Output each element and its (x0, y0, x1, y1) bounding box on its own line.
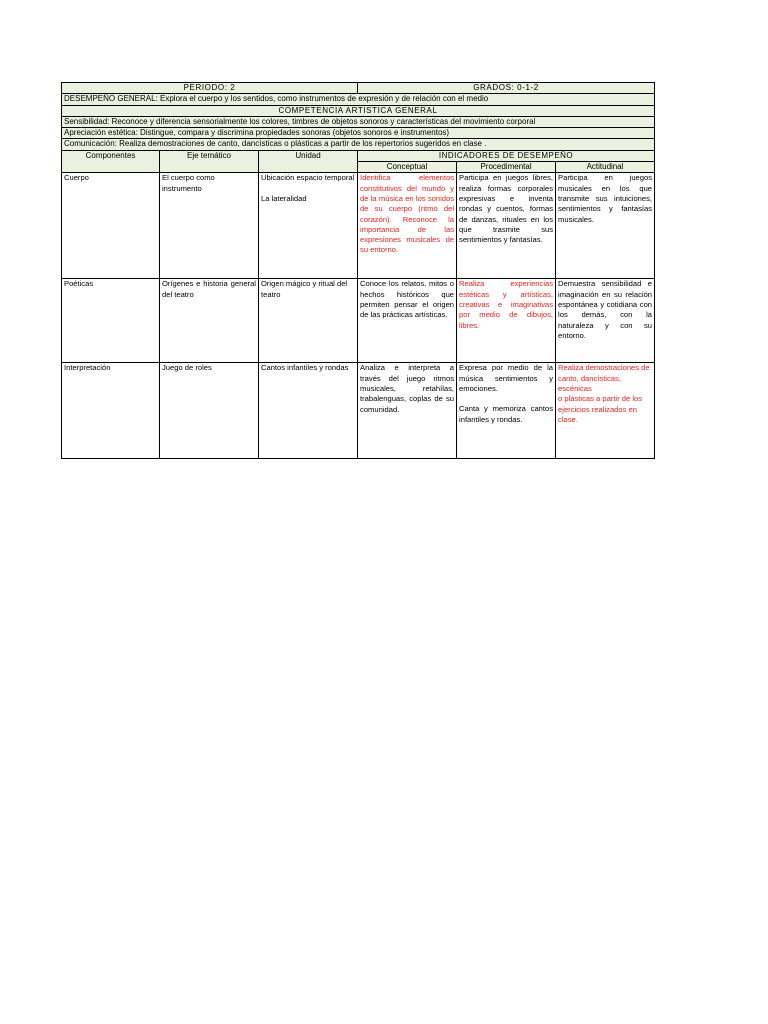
actitudinal-header: Actitudinal (556, 162, 655, 173)
unidad-header: Unidad (259, 150, 358, 173)
procedimental-cell: Realiza experiencias estéticas y artísticas, creativas e imaginativas por medio de dibujos, libres. (457, 279, 556, 363)
periodo-grados-row (62, 83, 655, 94)
componentes-header: Componentes (62, 150, 160, 173)
competencia-row (62, 105, 655, 116)
componente-cell: Poéticas (62, 279, 160, 363)
unidad-cell: Cantos infantiles y rondas (259, 363, 358, 459)
table-row (62, 363, 655, 459)
unidad-text: Ubicación espacio temporal (261, 173, 355, 183)
unidad-text-2: La lateralidad (261, 193, 307, 203)
apreciacion-cell: Apreciación estética: Distingue, compara y discrimina propiedades sonoras (objetos sonoros e instrumentos) (62, 128, 655, 139)
eje-header: Eje temático (160, 150, 259, 173)
table-row (62, 279, 655, 363)
periodo-cell: PERIODO: 2 (62, 83, 358, 94)
procedimental-header: Procedimental (457, 162, 556, 173)
procedimental-cell: Participa en juegos libres, realiza formas corporales expresivas e inventa rondas y cuentos, formas de danzas, rituales en los que trasmite sus sentimientos y fantasías. (457, 173, 556, 279)
actitudinal-text: Realiza demostraciones de canto, dancísticas, escénicas (558, 363, 650, 393)
procedimental-text: Expresa por medio de la música sentimientos y emociones. (459, 363, 554, 393)
comunicacion-row (62, 139, 655, 150)
eje-cell: Juego de roles (160, 363, 259, 459)
grados-cell: GRADOS: 0-1-2 (358, 83, 655, 94)
conceptual-cell: Identifica elementos constitutivos del mundo y de la música en los sonidos de su cuerpo (ritmo del corazón). Reconoce la importancia de las expresiones musicales de su entorno. (358, 173, 457, 279)
sensibilidad-row (62, 116, 655, 127)
eje-cell: Orígenes e historia general del teatro (160, 279, 259, 363)
unidad-cell: Origen mágico y ritual del teatro (259, 279, 358, 363)
actitudinal-cell (556, 363, 655, 459)
desempeno-general-row (62, 94, 655, 105)
componente-cell: Cuerpo (62, 173, 160, 279)
desempeno-general-cell: DESEMPEÑO GENERAL: Explora el cuerpo y los sentidos, como instrumentos de expresión y de relación con el medio (62, 94, 655, 105)
unidad-cell (259, 173, 358, 279)
table-row (62, 173, 655, 279)
procedimental-text-2: Canta y memoriza cantos infantiles y rondas. (459, 404, 554, 424)
apreciacion-row (62, 128, 655, 139)
procedimental-cell (457, 363, 556, 459)
desempeno-table (61, 82, 655, 459)
column-header-row (62, 150, 655, 161)
conceptual-cell: Analiza e interpreta a través del juego ritmos musicales, retahílas, trabalenguas, coplas de su comunidad. (358, 363, 457, 459)
componente-cell: Interpretación (62, 363, 160, 459)
actitudinal-cell: Demuestra sensibilidad e imaginación en su relación espontánea y cotidiana con los demás, con la naturaleza y con su entorno. (556, 279, 655, 363)
actitudinal-cell: Participa en juegos musicales en los que transmite sus intuiciones, sentimientos y fantasías musicales. (556, 173, 655, 279)
indicadores-header: INDICADORES DE DESEMPEÑO (358, 150, 655, 161)
comunicacion-cell: Comunicación: Realiza demostraciones de canto, dancísticas o plásticas a partir de los repertorios sugeridos en clase . (62, 139, 655, 150)
conceptual-header: Conceptual (358, 162, 457, 173)
eje-cell: El cuerpo como instrumento (160, 173, 259, 279)
sensibilidad-cell: Sensibilidad: Reconoce y diferencia sensorialmente los colores, timbres de objetos sonoros y características del movimiento corporal (62, 116, 655, 127)
actitudinal-text-2: o plásticas a partir de los ejercicios realizados en clase. (558, 394, 643, 424)
conceptual-cell: Conoce los relatos, mitos o hechos históricos que permiten pensar el origen de las prácticas artísticas. (358, 279, 457, 363)
competencia-cell: COMPETENCIA ARTISTICA GENERAL (62, 105, 655, 116)
